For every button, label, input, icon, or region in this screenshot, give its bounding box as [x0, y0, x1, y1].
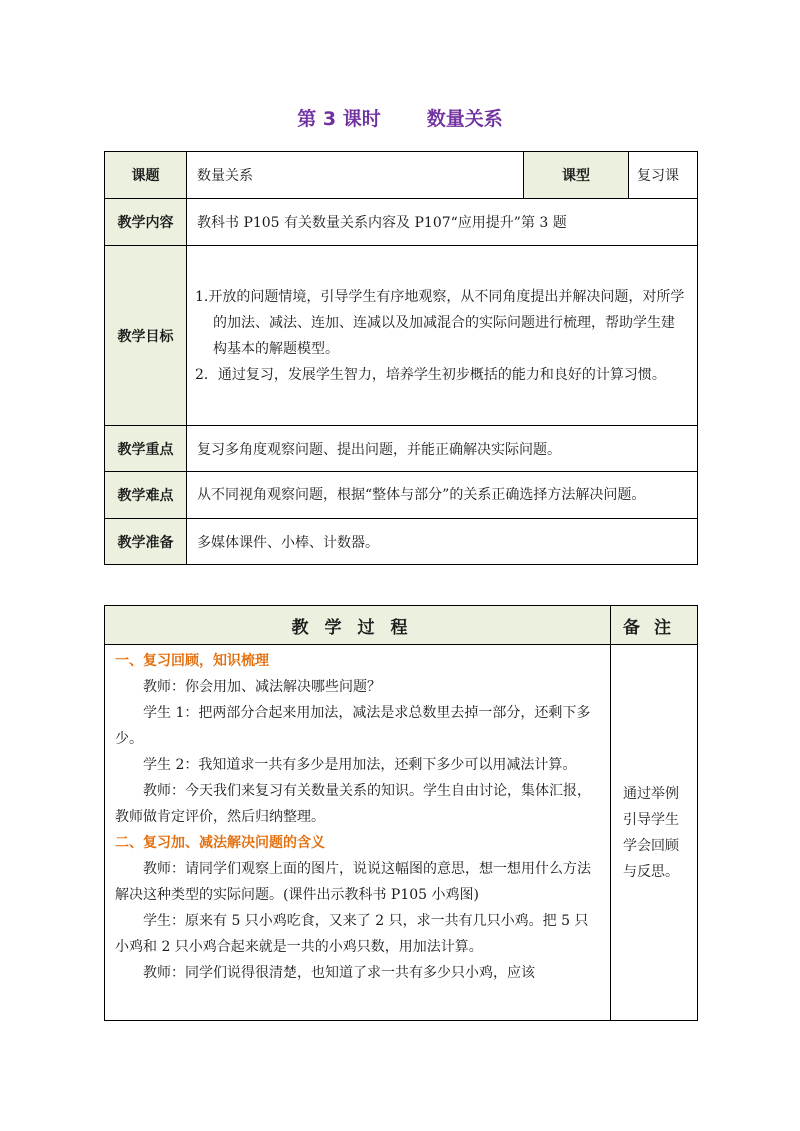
lesson-topic: 数量关系 [426, 108, 503, 130]
key-value: 复习多角度观察问题、提出问题，并能正确解决实际问题。 [187, 426, 698, 472]
goals-label: 教学目标 [105, 246, 187, 426]
topic-label: 课题 [105, 152, 187, 199]
page-title [0, 104, 800, 131]
difficult-label: 教学难点 [105, 472, 187, 519]
process-header-row [105, 606, 698, 645]
section-2-paragraph: 教师：同学们说得很清楚，也知道了求一共有多少只小鸡，应该 [143, 965, 535, 981]
difficult-row [105, 472, 698, 519]
prep-value: 多媒体课件、小棒、计数器。 [187, 519, 698, 565]
remark-note: 通过举例引导学生学会回顾与反思。 [611, 645, 698, 1021]
note-header: 备注 [611, 606, 698, 645]
process-header: 教学过程 [105, 606, 611, 645]
process-table [104, 605, 698, 1021]
goal-item: 1.开放的问题情境，引导学生有序地观察，从不同角度提出并解决问题，对所学的加法、减法、连加、连减以及加减混合的实际问题进行梳理，帮助学生建构基本的解题模型。 [195, 288, 685, 357]
section-1-paragraph: 学生 1：把两部分合起来用加法，减法是求总数里去掉一部分，还剩下多少。 [115, 705, 591, 747]
type-label: 课型 [524, 152, 629, 199]
lesson-number: 第 3 课时 [297, 108, 381, 130]
goals-content [187, 246, 698, 426]
key-label: 教学重点 [105, 426, 187, 472]
content-row [105, 199, 698, 246]
prep-row [105, 519, 698, 565]
section-1-paragraph: 教师：今天我们来复习有关数量关系的知识。学生自由讨论，集体汇报，教师做肯定评价，然后归纳整理。 [115, 783, 591, 825]
content-label: 教学内容 [105, 199, 187, 246]
section-2-title: 二、复习加、减法解决问题的含义 [115, 835, 325, 851]
prep-label: 教学准备 [105, 519, 187, 565]
section-1-title: 一、复习回顾，知识梳理 [115, 653, 269, 669]
goals-row [105, 246, 698, 426]
process-content [105, 645, 611, 1021]
content-value: 教科书 P105 有关数量关系内容及 P107“应用提升”第 3 题 [187, 199, 698, 246]
key-row [105, 426, 698, 472]
section-1-paragraph: 教师：你会用加、减法解决哪些问题？ [143, 679, 381, 695]
process-body-row [105, 645, 698, 1021]
section-1-paragraph: 学生 2：我知道求一共有多少是用加法，还剩下多少可以用减法计算。 [143, 757, 577, 773]
goal-item: 2．通过复习，发展学生智力，培养学生初步概括的能力和良好的计算习惯。 [195, 366, 666, 383]
section-2-paragraph: 学生：原来有 5 只小鸡吃食，又来了 2 只，求一共有几只小鸡。把 5 只小鸡和 2 只小鸡合起来就是一共的小鸡只数，用加法计算。 [115, 913, 589, 955]
type-value: 复习课 [629, 152, 698, 199]
section-2-paragraph: 教师：请同学们观察上面的图片，说说这幅图的意思，想一想用什么方法解决这种类型的实际问题。(课件出示教科书 P105 小鸡图) [115, 861, 591, 903]
topic-row [105, 152, 698, 199]
difficult-value: 从不同视角观察问题，根据“整体与部分”的关系正确选择方法解决问题。 [187, 472, 698, 519]
lesson-info-table [104, 151, 698, 565]
topic-value: 数量关系 [187, 152, 524, 199]
